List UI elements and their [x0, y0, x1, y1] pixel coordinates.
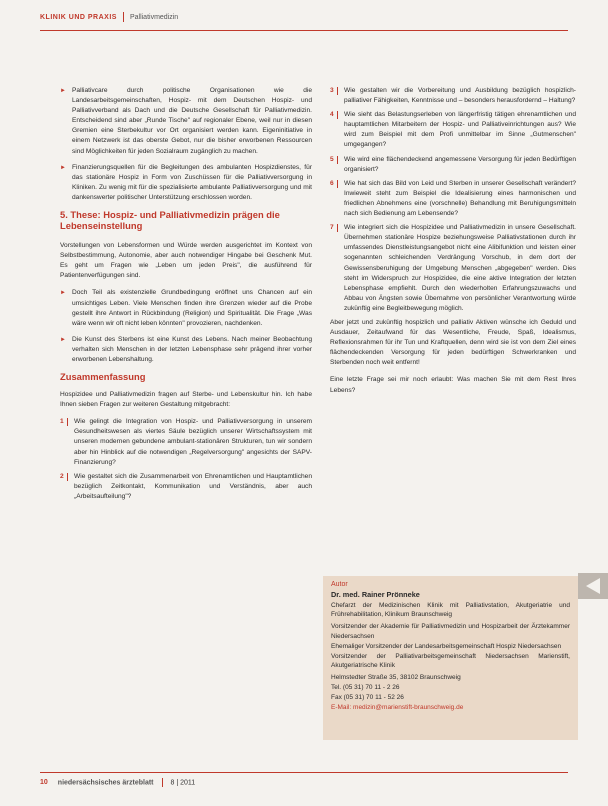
page-footer	[40, 778, 195, 787]
paragraph: Eine letzte Frage sei mir noch erlaubt: Was machen Sie mit dem Rest Ihres Lebens?	[330, 376, 576, 394]
publication-name: niedersächsisches ärzteblatt	[57, 779, 154, 787]
left-column	[60, 86, 312, 506]
triangle-bullet-icon: ►	[60, 88, 66, 94]
footer-separator	[162, 778, 163, 787]
infobox-label: Autor	[331, 581, 348, 588]
header-separator	[123, 12, 124, 22]
author-fax: Fax (05 31) 70 11 - 52 26	[331, 693, 404, 701]
bullet-item: ► Finanzierungsquellen für die Begleitungen des ambulanten Hospizdienstes, für das stationäre Hospiz in Form von Zuschüssen für die Palliativversorgung in Kliniken. Zu wenig mit für die spezialisierte ambulante Palliativversorgung und mit dankenswerter politischer Unterstützung erschlossen worden.	[60, 163, 312, 201]
header-rule	[40, 30, 568, 31]
section-heading: 5. These: Hospiz- und Palliativmedizin prägen die Lebenseinstellung	[60, 209, 280, 232]
question-item: 3 Wie gestalten wir die Vorbereitung und Ausbildung bezüglich hospizlich-palliativer Fähigkeiten, Kenntnisse und – besonders herausfordernd – Haltung?	[330, 87, 576, 105]
page-tab-arrow-icon	[578, 573, 608, 599]
author-infobox	[323, 576, 578, 740]
bullet-item: ► Die Kunst des Sterbens ist eine Kunst des Lebens. Nach meiner Beobachtung verhalten sich Menschen in der letzten Lebensphase sehr prägend ihrer vorher erworbenen Lebenshaltung.	[60, 335, 312, 363]
triangle-bullet-icon: ►	[60, 290, 66, 297]
question-item: 7 Wie integriert sich die Hospizidee und Palliativmedizin in unsere Gesellschaft. Übernehmen stationäre Hospize beziehungsweise Palliativstationen durch ihr umfassendes Dienstleistungsangebot nicht eine Alibifunktion und leisten einer sogenannten schleichenden Verdrängung Vorschub, in dem dort der Gewissensberuhigung der Umgebung Menschen „abgegeben" werden. Dies steht im Widerspruch zur Hospizidee, die eine aktive Integration der letzten Lebensphase empfiehlt. Durch den wiederholten Erfahrungszuwachs und Abbau von Ängsten sowie Übernahme von persönlicher Verantwortung würde zukünftig eine Begleitbewegung möglich.	[330, 224, 576, 312]
question-item: 6 Wie hat sich das Bild von Leid und Sterben in unserer Gesellschaft verändert? Inwieweit steht zum Beispiel die Idealisierung eines harmonischen und friedlichen Abnehmens eine (vorschnelle) Behandlung mit Beruhigungsmitteln nach sich Bedienung am Lebensende?	[330, 179, 576, 218]
question-item: 5 Wie wird eine flächendeckend angemessene Versorgung für jeden Bedürftigen organisiert?	[330, 155, 576, 173]
issue-number: 8 | 2011	[170, 779, 196, 787]
author-position: Chefarzt der Medizinischen Klinik mit Palliativstation, Akutgeriatrie und Frührehabilitation, Klinikum Braunschweig	[331, 601, 570, 619]
triangle-bullet-icon: ►	[60, 336, 66, 343]
paragraph: Hospizidee und Palliativmedizin fragen auf Sterbe- und Lebenskultur hin. Ich habe Ihnen sieben Fragen zur weiteren Gestaltung mitgebracht:	[60, 391, 312, 409]
question-item: 1 Wie gelingt die Integration von Hospiz- und Palliativversorgung in unserem Gesundheitswesen als viertes Säule bezüglich unserer Wirtschaftssystem mit unseren modernen gebundene ambulant-stationären Strukturen, tun wir sondern aber hin Hinblick auf die notwendigen „Regelversorgung" angesichts der SAPV-Finanzierung?	[60, 418, 312, 466]
paragraph: Vorstellungen von Lebensformen und Würde werden ausgerichtet im Kontext von Selbstbestimmung, Autonomie, aber auch notwendiger Hingabe bei Geschenk Mut. Es geht um Fragen wie „Leben um jeden Preis", die ausführend für Patientenverfügungen sind.	[60, 242, 312, 280]
bullet-item: ► Palliativcare durch politische Organisationen wie die Landesarbeitsgemeinschaften, Hospiz- mit dem Deutschen Hospiz- und Palliativverband als Dach und die Deutsche Gesellschaft für Palliativmedizin. Entscheidend sind aber „Runde Tische" auf regionaler Ebene, weil nur in diesen Gremien eine Sterbekultur vor Ort organisiert werden kann. Eigeninitiative in einem Netzwerk ist das oberste Gebot, nur die bisher erworbenen Ressourcen sind Möglichkeiten für jeden Sozialraum zugänglich zu machen.	[60, 87, 312, 155]
bullet-item: ► Doch Teil als existenzielle Grundbedingung eröffnet uns Chancen auf ein umsichtiges Leben. Viele Menschen finden ihre Grenzen wieder auf die Probe gestellt ihre Antwort in Rückbindung (Religion) und Spiritualität. Die Frage „Was wäre wenn wir oft nicht leben könnten" provozieren, nachdenken.	[60, 289, 312, 327]
author-phone: Tel. (05 31) 70 11 - 2 26	[331, 683, 400, 691]
right-column	[330, 86, 576, 403]
question-item: 2 Wie gestaltet sich die Zusammenarbeit von Ehrenamtlichen und Hauptamtlichen bezüglich Zeitkontakt, Kommunikation und Verständnis, aber auch „Arbeitsaufteilung"?	[60, 472, 312, 500]
author-address: Helmstedter Straße 35, 38102 Braunschweig	[331, 674, 461, 682]
page-number: 10	[40, 779, 48, 787]
author-email-link[interactable]: E-Mail: medizin@marienstift-braunschweig.de	[331, 703, 464, 711]
footer-rule	[40, 772, 568, 773]
paragraph: Aber jetzt und zukünftig hospizlich und palliativ Aktiven wünsche ich Geduld und Ausdauer, Zeitaufwand für das Wesentliche, Freude, Spaß, Idealismus, Reflexionsrahmen für ihr Tun und Kraftquellen, denn wird sie ist von dem Ziel eines flächendeckenden Versorgung für jeden bedürftigen Schwerkranken und Sterbenden noch weit entfernt!	[330, 318, 576, 367]
author-roles: Vorsitzender der Akademie für Palliativmedizin und Hospizarbeit der Ärztekammer Niedersachsen Ehemaliger Vorsitzender der Landesarbeitsgemeinschaft Hospiz Niedersachsen Vorsitzender der Palliativarbeitsgemeinschaft Niedersachsen Marienstift, Akutgeriatrische Klinik	[331, 623, 570, 670]
running-header	[40, 12, 178, 22]
summary-heading: Zusammenfassung	[60, 371, 146, 383]
section-label: KLINIK UND PRAXIS	[40, 13, 117, 21]
triangle-bullet-icon: ►	[60, 164, 66, 171]
author-name: Dr. med. Rainer Prönneke	[331, 589, 420, 599]
question-item: 4 Wie sieht das Belastungserleben von längerfristig tätigen ehrenamtlichen und hauptamtlichen Mitarbeitern der Hospiz- und Palliativeinrichtungen aus? Wie wird zum Beispiel mit dem Profi unmittelbar im Sinne „Gutmenschen" umgegangen?	[330, 111, 576, 149]
topic-label: Palliativmedizin	[129, 13, 179, 21]
